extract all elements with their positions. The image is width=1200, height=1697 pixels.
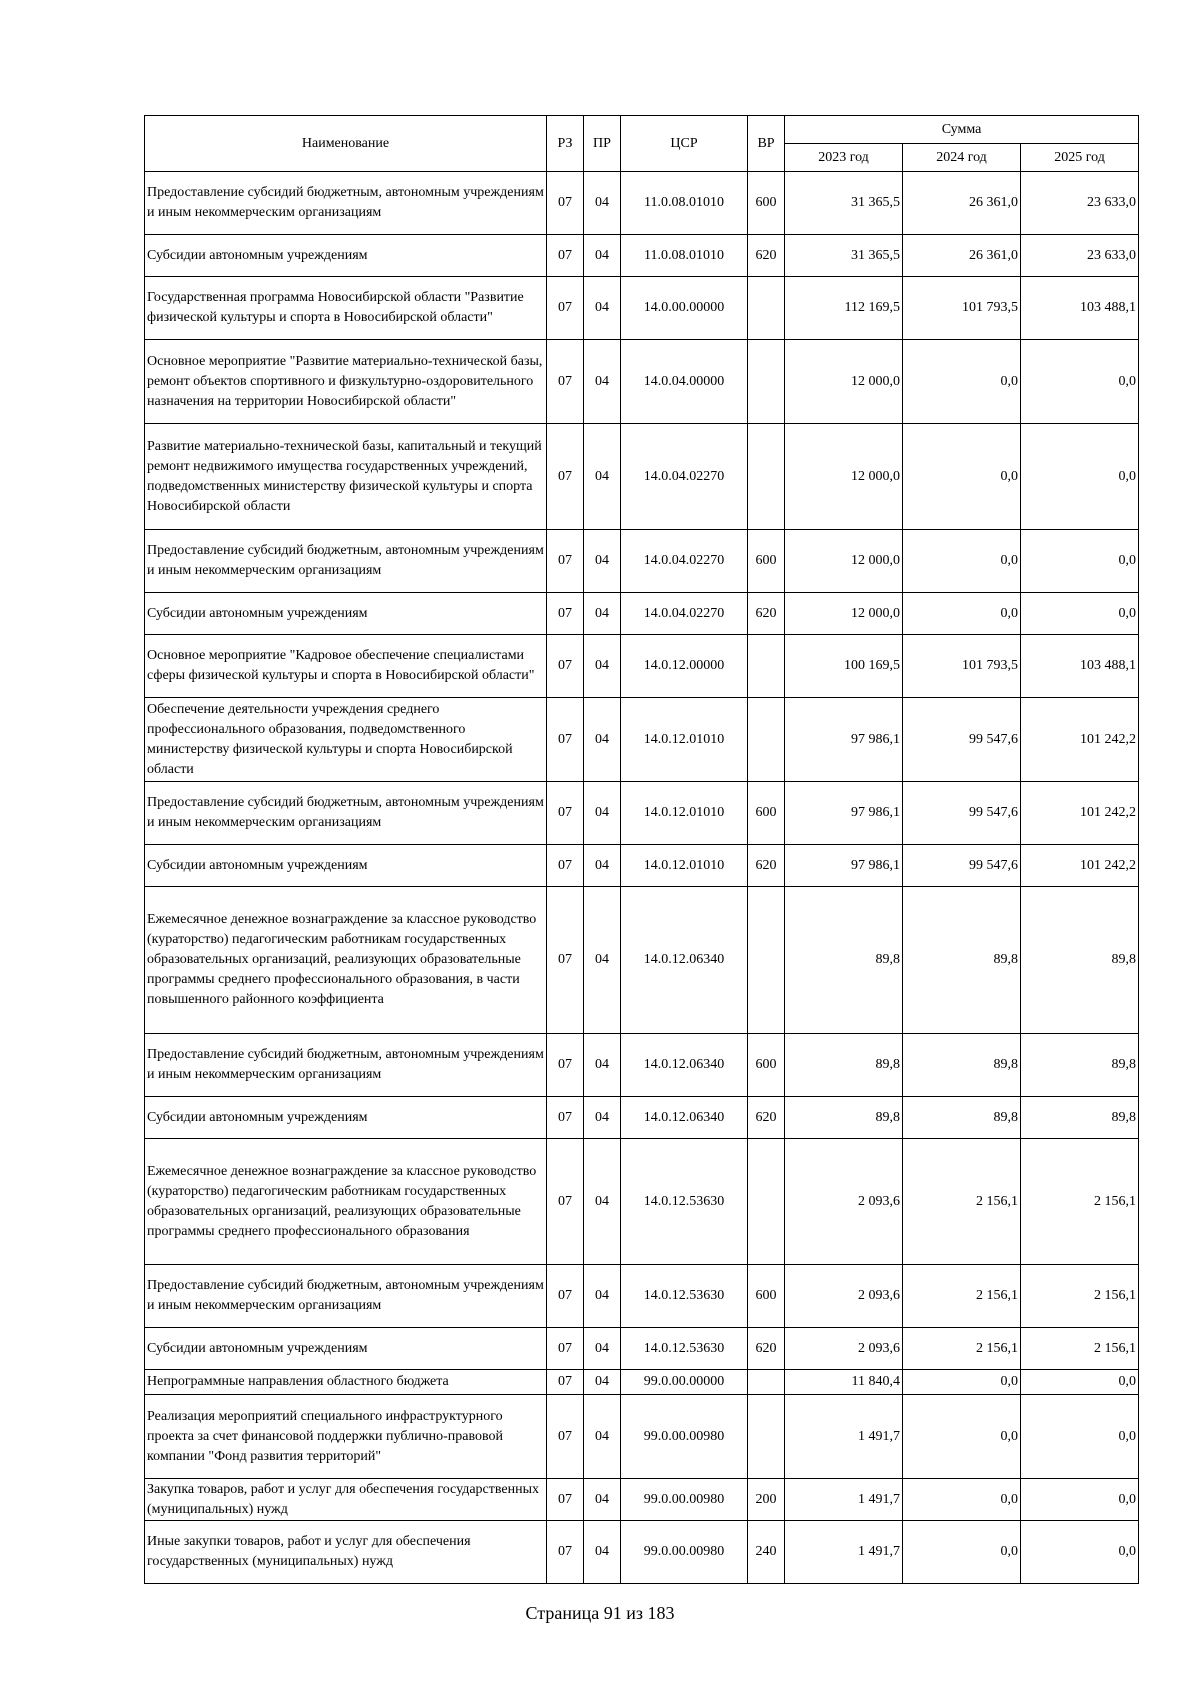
- row-name: Предоставление субсидий бюджетным, автономным учреждениям и иным некоммерческим организациям: [145, 172, 547, 235]
- row-sum-2025: 89,8: [1021, 887, 1139, 1034]
- row-name: Иные закупки товаров, работ и услуг для обеспечения государственных (муниципальных) нужд: [145, 1521, 547, 1584]
- table-row: [145, 277, 1139, 340]
- row-name: Предоставление субсидий бюджетным, автономным учреждениям и иным некоммерческим организациям: [145, 1034, 547, 1097]
- row-sum-2023: 12 000,0: [785, 530, 903, 593]
- row-sum-2023: 2 093,6: [785, 1139, 903, 1265]
- header-year-2023: 2023 год: [785, 144, 903, 172]
- table-row: [145, 698, 1139, 782]
- row-csr: 14.0.00.00000: [621, 277, 748, 340]
- row-pr: 04: [584, 277, 621, 340]
- row-sum-2025: 89,8: [1021, 1097, 1139, 1139]
- row-sum-2023: 1 491,7: [785, 1479, 903, 1521]
- table-row: [145, 635, 1139, 698]
- row-rz: 07: [547, 1370, 584, 1395]
- row-rz: 07: [547, 424, 584, 530]
- row-sum-2024: 89,8: [903, 887, 1021, 1034]
- row-rz: 07: [547, 1139, 584, 1265]
- row-rz: 07: [547, 782, 584, 845]
- table-row: [145, 1265, 1139, 1328]
- row-vr: 200: [748, 1479, 785, 1521]
- row-csr: 14.0.04.00000: [621, 340, 748, 424]
- row-sum-2024: 0,0: [903, 530, 1021, 593]
- row-rz: 07: [547, 1395, 584, 1479]
- row-sum-2023: 100 169,5: [785, 635, 903, 698]
- row-sum-2023: 31 365,5: [785, 235, 903, 277]
- row-pr: 04: [584, 1097, 621, 1139]
- row-pr: 04: [584, 1395, 621, 1479]
- row-sum-2024: 0,0: [903, 340, 1021, 424]
- header-sum: Сумма: [785, 116, 1139, 144]
- row-sum-2024: 99 547,6: [903, 698, 1021, 782]
- row-name: Закупка товаров, работ и услуг для обеспечения государственных (муниципальных) нужд: [145, 1479, 547, 1521]
- row-csr: 14.0.12.01010: [621, 698, 748, 782]
- row-sum-2024: 101 793,5: [903, 635, 1021, 698]
- row-vr: 600: [748, 782, 785, 845]
- row-name: Субсидии автономным учреждениям: [145, 1328, 547, 1370]
- row-vr: 620: [748, 1097, 785, 1139]
- row-name: Развитие материально-технической базы, капитальный и текущий ремонт недвижимого имущества государственных учреждений, подведомственных министерству физической культуры и спорта Новосибирской области: [145, 424, 547, 530]
- row-vr: [748, 1139, 785, 1265]
- row-name: Предоставление субсидий бюджетным, автономным учреждениям и иным некоммерческим организациям: [145, 782, 547, 845]
- row-sum-2025: 101 242,2: [1021, 845, 1139, 887]
- row-csr: 11.0.08.01010: [621, 235, 748, 277]
- row-rz: 07: [547, 277, 584, 340]
- row-pr: 04: [584, 1265, 621, 1328]
- row-sum-2023: 112 169,5: [785, 277, 903, 340]
- row-sum-2025: 0,0: [1021, 340, 1139, 424]
- row-sum-2024: 0,0: [903, 1521, 1021, 1584]
- row-pr: 04: [584, 340, 621, 424]
- row-vr: [748, 635, 785, 698]
- row-rz: 07: [547, 530, 584, 593]
- row-vr: [748, 1395, 785, 1479]
- row-sum-2023: 97 986,1: [785, 782, 903, 845]
- row-pr: 04: [584, 635, 621, 698]
- header-rz: РЗ: [547, 116, 584, 172]
- row-rz: 07: [547, 635, 584, 698]
- row-sum-2025: 0,0: [1021, 593, 1139, 635]
- row-vr: 600: [748, 1265, 785, 1328]
- row-sum-2025: 2 156,1: [1021, 1139, 1139, 1265]
- row-sum-2023: 12 000,0: [785, 424, 903, 530]
- row-sum-2024: 26 361,0: [903, 172, 1021, 235]
- row-pr: 04: [584, 1328, 621, 1370]
- row-sum-2024: 99 547,6: [903, 845, 1021, 887]
- row-vr: 600: [748, 530, 785, 593]
- row-sum-2025: 0,0: [1021, 530, 1139, 593]
- budget-table: [144, 115, 1139, 1584]
- row-rz: 07: [547, 340, 584, 424]
- row-sum-2023: 12 000,0: [785, 593, 903, 635]
- table-row: [145, 1521, 1139, 1584]
- row-rz: 07: [547, 1034, 584, 1097]
- row-sum-2023: 11 840,4: [785, 1370, 903, 1395]
- row-csr: 14.0.12.01010: [621, 845, 748, 887]
- table-row: [145, 845, 1139, 887]
- row-name: Реализация мероприятий специального инфраструктурного проекта за счет финансовой поддержки публично-правовой компании "Фонд развития территорий": [145, 1395, 547, 1479]
- row-sum-2025: 0,0: [1021, 424, 1139, 530]
- row-vr: [748, 1370, 785, 1395]
- row-sum-2024: 0,0: [903, 424, 1021, 530]
- row-sum-2024: 0,0: [903, 1479, 1021, 1521]
- table-row: [145, 1370, 1139, 1395]
- table-row: [145, 593, 1139, 635]
- row-sum-2025: 89,8: [1021, 1034, 1139, 1097]
- row-csr: 99.0.00.00000: [621, 1370, 748, 1395]
- row-sum-2024: 89,8: [903, 1097, 1021, 1139]
- table-row: [145, 1097, 1139, 1139]
- row-vr: 240: [748, 1521, 785, 1584]
- row-csr: 14.0.12.06340: [621, 887, 748, 1034]
- row-name: Обеспечение деятельности учреждения среднего профессионального образования, подведомственного министерству физической культуры и спорта Новосибирской области: [145, 698, 547, 782]
- row-sum-2023: 97 986,1: [785, 845, 903, 887]
- row-sum-2025: 0,0: [1021, 1395, 1139, 1479]
- row-pr: 04: [584, 1521, 621, 1584]
- row-sum-2023: 89,8: [785, 887, 903, 1034]
- row-csr: 14.0.12.01010: [621, 782, 748, 845]
- row-rz: 07: [547, 1265, 584, 1328]
- row-sum-2023: 1 491,7: [785, 1521, 903, 1584]
- header-name: Наименование: [145, 116, 547, 172]
- row-sum-2023: 31 365,5: [785, 172, 903, 235]
- row-sum-2023: 12 000,0: [785, 340, 903, 424]
- row-sum-2025: 2 156,1: [1021, 1265, 1139, 1328]
- table-row: [145, 172, 1139, 235]
- row-name: Субсидии автономным учреждениям: [145, 1097, 547, 1139]
- row-csr: 14.0.12.53630: [621, 1328, 748, 1370]
- row-sum-2023: 97 986,1: [785, 698, 903, 782]
- row-csr: 14.0.12.53630: [621, 1265, 748, 1328]
- row-sum-2024: 0,0: [903, 1395, 1021, 1479]
- table-row: [145, 424, 1139, 530]
- row-pr: 04: [584, 1370, 621, 1395]
- row-name: Ежемесячное денежное вознаграждение за классное руководство (кураторство) педагогическим работникам государственных образовательных организаций, реализующих образовательные программы среднего профессионального образования, в части повышенного районного коэффициента: [145, 887, 547, 1034]
- row-rz: 07: [547, 593, 584, 635]
- row-vr: 620: [748, 1328, 785, 1370]
- table-row: [145, 1328, 1139, 1370]
- row-name: Ежемесячное денежное вознаграждение за классное руководство (кураторство) педагогическим работникам государственных образовательных организаций, реализующих образовательные программы среднего профессионального образования: [145, 1139, 547, 1265]
- row-sum-2025: 2 156,1: [1021, 1328, 1139, 1370]
- row-sum-2023: 2 093,6: [785, 1265, 903, 1328]
- row-sum-2024: 101 793,5: [903, 277, 1021, 340]
- table-row: [145, 887, 1139, 1034]
- row-sum-2025: 103 488,1: [1021, 277, 1139, 340]
- row-rz: 07: [547, 698, 584, 782]
- row-sum-2024: 0,0: [903, 1370, 1021, 1395]
- row-pr: 04: [584, 530, 621, 593]
- row-name: Предоставление субсидий бюджетным, автономным учреждениям и иным некоммерческим организациям: [145, 1265, 547, 1328]
- row-sum-2025: 103 488,1: [1021, 635, 1139, 698]
- row-name: Субсидии автономным учреждениям: [145, 593, 547, 635]
- row-name: Непрограммные направления областного бюджета: [145, 1370, 547, 1395]
- header-pr: ПР: [584, 116, 621, 172]
- row-sum-2023: 89,8: [785, 1097, 903, 1139]
- row-csr: 14.0.12.00000: [621, 635, 748, 698]
- row-rz: 07: [547, 1479, 584, 1521]
- row-vr: 620: [748, 593, 785, 635]
- row-sum-2023: 1 491,7: [785, 1395, 903, 1479]
- row-csr: 14.0.12.06340: [621, 1034, 748, 1097]
- table-row: [145, 1395, 1139, 1479]
- row-pr: 04: [584, 172, 621, 235]
- row-name: Субсидии автономным учреждениям: [145, 235, 547, 277]
- row-sum-2023: 89,8: [785, 1034, 903, 1097]
- row-rz: 07: [547, 1328, 584, 1370]
- row-csr: 99.0.00.00980: [621, 1521, 748, 1584]
- row-pr: 04: [584, 782, 621, 845]
- row-sum-2025: 101 242,2: [1021, 698, 1139, 782]
- row-name: Государственная программа Новосибирской области "Развитие физической культуры и спорта в Новосибирской области": [145, 277, 547, 340]
- row-name: Предоставление субсидий бюджетным, автономным учреждениям и иным некоммерческим организациям: [145, 530, 547, 593]
- row-sum-2024: 89,8: [903, 1034, 1021, 1097]
- row-pr: 04: [584, 1479, 621, 1521]
- row-pr: 04: [584, 845, 621, 887]
- row-sum-2024: 99 547,6: [903, 782, 1021, 845]
- row-pr: 04: [584, 698, 621, 782]
- row-sum-2025: 0,0: [1021, 1479, 1139, 1521]
- table-row: [145, 782, 1139, 845]
- header-vr: ВР: [748, 116, 785, 172]
- header-year-2024: 2024 год: [903, 144, 1021, 172]
- row-csr: 99.0.00.00980: [621, 1479, 748, 1521]
- row-vr: [748, 887, 785, 1034]
- row-sum-2024: 0,0: [903, 593, 1021, 635]
- page-number: Страница 91 из 183: [525, 1603, 675, 1623]
- row-sum-2024: 2 156,1: [903, 1265, 1021, 1328]
- row-rz: 07: [547, 845, 584, 887]
- table-row: [145, 1034, 1139, 1097]
- row-vr: 620: [748, 235, 785, 277]
- row-csr: 14.0.04.02270: [621, 530, 748, 593]
- row-name: Субсидии автономным учреждениям: [145, 845, 547, 887]
- row-sum-2023: 2 093,6: [785, 1328, 903, 1370]
- row-vr: [748, 277, 785, 340]
- row-csr: 14.0.04.02270: [621, 424, 748, 530]
- row-vr: [748, 340, 785, 424]
- table-row: [145, 530, 1139, 593]
- row-sum-2024: 2 156,1: [903, 1139, 1021, 1265]
- row-sum-2024: 26 361,0: [903, 235, 1021, 277]
- row-vr: [748, 698, 785, 782]
- row-vr: 600: [748, 172, 785, 235]
- row-csr: 99.0.00.00980: [621, 1395, 748, 1479]
- row-sum-2025: 101 242,2: [1021, 782, 1139, 845]
- row-rz: 07: [547, 1521, 584, 1584]
- table-body: [145, 172, 1139, 1584]
- row-sum-2024: 2 156,1: [903, 1328, 1021, 1370]
- row-pr: 04: [584, 887, 621, 1034]
- row-pr: 04: [584, 235, 621, 277]
- header-year-2025: 2025 год: [1021, 144, 1139, 172]
- row-name: Основное мероприятие "Развитие материально-технической базы, ремонт объектов спортивного и физкультурно-оздоровительного назначения на территории Новосибирской области": [145, 340, 547, 424]
- header-csr: ЦСР: [621, 116, 748, 172]
- row-csr: 14.0.12.53630: [621, 1139, 748, 1265]
- row-csr: 11.0.08.01010: [621, 172, 748, 235]
- row-pr: 04: [584, 593, 621, 635]
- row-vr: 620: [748, 845, 785, 887]
- row-pr: 04: [584, 1034, 621, 1097]
- table-row: [145, 340, 1139, 424]
- row-pr: 04: [584, 1139, 621, 1265]
- row-csr: 14.0.12.06340: [621, 1097, 748, 1139]
- row-rz: 07: [547, 887, 584, 1034]
- row-vr: [748, 424, 785, 530]
- table-row: [145, 235, 1139, 277]
- row-pr: 04: [584, 424, 621, 530]
- row-rz: 07: [547, 235, 584, 277]
- row-csr: 14.0.04.02270: [621, 593, 748, 635]
- row-rz: 07: [547, 1097, 584, 1139]
- row-vr: 600: [748, 1034, 785, 1097]
- row-rz: 07: [547, 172, 584, 235]
- row-sum-2025: 0,0: [1021, 1370, 1139, 1395]
- row-sum-2025: 23 633,0: [1021, 235, 1139, 277]
- row-sum-2025: 0,0: [1021, 1521, 1139, 1584]
- table-row: [145, 1139, 1139, 1265]
- row-name: Основное мероприятие "Кадровое обеспечение специалистами сферы физической культуры и спорта в Новосибирской области": [145, 635, 547, 698]
- table-row: [145, 1479, 1139, 1521]
- row-sum-2025: 23 633,0: [1021, 172, 1139, 235]
